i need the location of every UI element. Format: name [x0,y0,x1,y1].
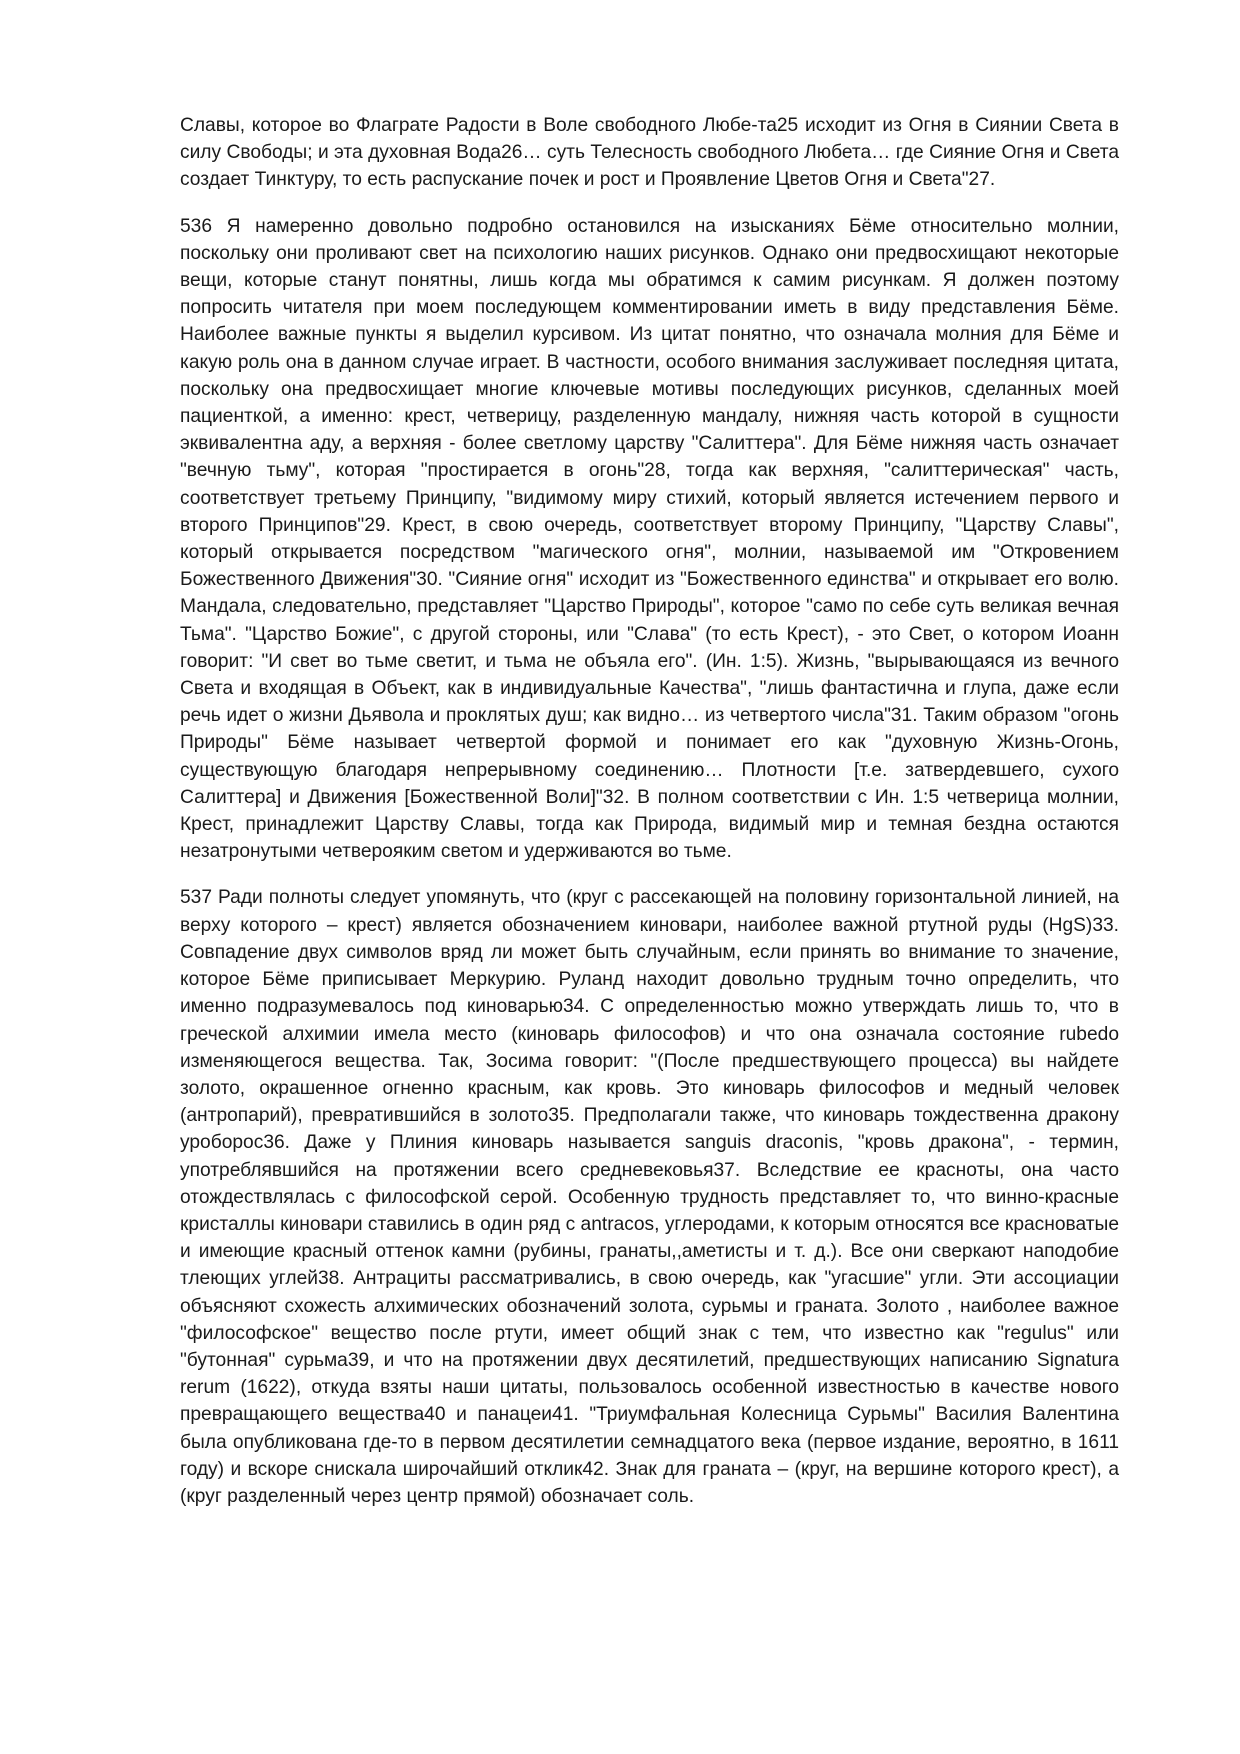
paragraph-536: 536 Я намеренно довольно подробно остановился на изысканиях Бёме относительно молнии, поскольку они проливают свет на психологию наших рисунков. Однако они предвосхищают некоторые вещи, которые станут понятны, лишь когда мы обратимся к самим рисункам. Я должен поэтому попросить читателя при моем последующем комментировании иметь в виду представления Бёме. Наиболее важные пункты я выделил курсивом. Из цитат понятно, что означала молния для Бёме и какую роль она в данном случае играет. В частности, особого внимания заслуживает последняя цитата, поскольку она предвосхищает многие ключевые мотивы последующих рисунков, сделанных моей пациенткой, а именно: крест, четверицу, разделенную мандалу, нижняя часть которой в сущности эквивалентна аду, а верхняя - более светлому царству "Салиттера". Для Бёме нижняя часть означает "вечную тьму", которая "простирается в огонь"28, тогда как верхняя, "салиттерическая" часть, соответствует третьему Принципу, "видимому миру стихий, который является истечением первого и второго Принципов"29. Крест, в свою очередь, соответствует второму Принципу, "Царству Славы", который открывается посредством "магического огня", молнии, называемой им "Откровением Божественного Движения"30. "Сияние огня" исходит из "Божественного единства" и открывает его волю. Мандала, следовательно, представляет "Царство Природы", которое "само по себе суть великая вечная Тьма". "Царство Божие", с другой стороны, или "Слава" (то есть Крест), - это Свет, о котором Иоанн говорит: "И свет во тьме светит, и тьма не объяла его". (Ин. 1:5). Жизнь, "вырывающаяся из вечного Света и входящая в Объект, как в индивидуальные Качества", "лишь фантастична и глупа, даже если речь идет о жизни Дьявола и проклятых душ; как видно… из четвертого числа"31. Таким образом "огонь Природы" Бёме называет четвертой формой и понимает его как "духовную Жизнь-Огонь, существующую благодаря непрерывному соединению… Плотности [т.е. затвердевшего, сухого Салиттера] и Движения [Божественной Воли]"32. В полном соответствии с Ин. 1:5 четверица молнии, Крест, принадлежит Царству Славы, тогда как Природа, видимый мир и темная бездна остаются незатронутыми четверояким светом и удерживаются во тьме. [180,215,1119,863]
paragraph-537: 537 Ради полноты следует упомянуть, что (круг с рассекающей на половину горизонтальной линией, на верху которого – крест) является обозначением киновари, наиболее важной ртутной руды (HgS)33. Совпадение двух символов вряд ли может быть случайным, если принять во внимание то значение, которое Бёме приписывает Меркурию. Руланд находит довольно трудным точно определить, что именно подразумевалось под киноварью34. С определенностью можно утверждать лишь то, что в греческой алхимии имела место (киноварь философов) и что она означала состояние rubedo изменяющегося вещества. Так, Зосима говорит: "(После предшествующего процесса) вы найдете золото, окрашенное огненно красным, как кровь. Это киноварь философов и медный человек (антропарий), превратившийся в золото35. Предполагали также, что киноварь тождественна дракону уроборос36. Даже у Плиния киноварь называется sanguis draconis, "кровь дракона", - термин, употреблявшийся на протяжении всего средневековья37. Вследствие ее красноты, она часто отождествлялась с философской серой. Особенную трудность представляет то, что винно-красные кристаллы киновари ставились в один ряд с antracos, углеродами, к которым относятся все красноватые и имеющие красный оттенок камни (рубины, гранаты,,аметисты и т. д.). Все они сверкают наподобие тлеющих углей38. Антрациты рассматривались, в свою очередь, как "угасшие" угли. Эти ассоциации объясняют схожесть алхимических обозначений золота, сурьмы и граната. Золото , наиболее важное "философское" вещество после ртути, имеет общий знак с тем, что известно как "regulus" или "бутонная" сурьма39, и что на протяжении двух десятилетий, предшествующих написанию Signatura rerum (1622), откуда взяты наши цитаты, пользовалось особенной известностью в качестве нового превращающего вещества40 и панацеи41. "Триумфальная Колесница Сурьмы" Василия Валентина была опубликована где-то в первом десятилетии семнадцатого века (первое издание, вероятно, в 1611 году) и вскоре снискала широчайший отклик42. Знак для граната – (круг, на вершине которого крест), а (круг разделенный через центр прямой) обозначает соль. [180,887,1119,1507]
document-page [180,112,1119,1529]
paragraph-continuation: Славы, которое во Флаграте Радости в Воле свободного Любе-та25 исходит из Огня в Сиянии Света в силу Свободы; и эта духовная Вода26… суть Телесность свободного Любета… где Сияние Огня и Света создает Тинктуру, то есть распускание почек и рост и Проявление Цветов Огня и Света"27. [180,115,1119,191]
